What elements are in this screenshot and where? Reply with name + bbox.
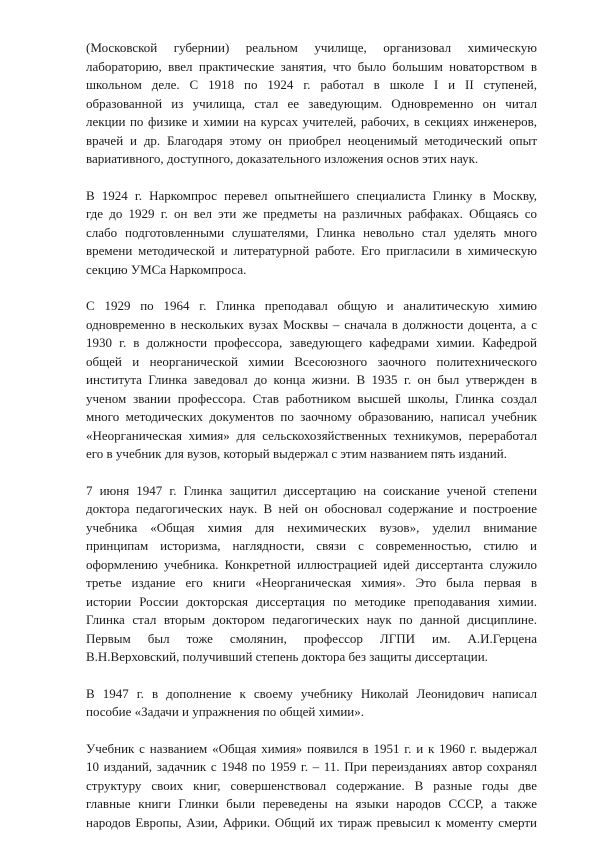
paragraph [86, 187, 537, 280]
text-line: третье издание его книги «Неорганическая химия». Это была первая в [86, 575, 537, 590]
text-line: времени методической и литературной работе. Его пригласили в химическую [86, 243, 537, 258]
paragraph [86, 685, 537, 722]
text-line: истории России докторская диссертация по методике преподавания химии. [86, 593, 537, 609]
text-line: лекции по физике и химии на курсах учителей, рабочих, в секциях инженеров, [86, 114, 537, 129]
text-line: 7 июня 1947 г. Глинка защитил диссертацию на соискание ученой степени [86, 482, 537, 498]
text-line: В.Н.Верховский, получивший степень доктора без защиты диссертации. [86, 649, 488, 664]
paragraph [86, 482, 537, 667]
text-line: пособие «Задачи и упражнения по общей химии». [86, 704, 364, 719]
text-line: Глинка стал вторым доктором педагогических наук по данной дисциплине. [86, 612, 537, 627]
text-line: института Глинка заведовал до конца жизни. В 1935 г. он был утвержден в [86, 372, 537, 387]
text-line: С 1929 по 1964 г. Глинка преподавал общую и аналитическую химию [86, 298, 537, 313]
text-line: учебника «Общая химия для нехимических вузов», уделил внимание [86, 519, 537, 535]
text-line: общей и неорганической химии Всесоюзного заочного политехнического [86, 353, 537, 369]
text-line: его в учебник для вузов, который выдержал с этим названием пять изданий. [86, 446, 507, 461]
text-line: ученом звании профессора. Став работником высшей школы, Глинка создал [86, 390, 537, 406]
paragraph [86, 297, 537, 464]
text-line: В 1924 г. Наркомпрос перевел опытнейшего специалиста Глинку в Москву, [86, 187, 537, 203]
text-line: лабораторию, ввел практические занятия, что было большим новаторством в [86, 58, 537, 74]
text-line: школьном деле. С 1918 по 1924 г. работал в школе I и II ступеней, [86, 77, 537, 92]
text-line: доктора педагогических наук. В ней он обосновал содержание и построение [86, 501, 537, 516]
text-line: главные книги Глинки были переведены на языки народов СССР, а также [86, 796, 537, 811]
text-line: народов Европы, Азии, Африки. Общий их тираж превысил к моменту смерти [86, 814, 537, 830]
text-line: врачей и др. Благодаря этому он приобрел неоценимый методический опыт [86, 132, 537, 148]
document-body [86, 39, 537, 850]
text-line: вариативного, доступного, доказательного изложения основ этих наук. [86, 151, 479, 166]
text-line: слабо подготовленными слушателями, Глинка невольно стал уделять много [86, 224, 537, 240]
text-line: где до 1929 г. он вел эти же предметы на различных рабфаках. Общаясь со [86, 206, 537, 221]
text-line: структуру своих книг, совершенствовал содержание. В разные годы две [86, 777, 537, 793]
paragraph [86, 39, 537, 169]
text-line: 1930 г. в должности профессора, заведующего кафедрами химии. Кафедрой [86, 335, 537, 350]
text-line: одновременно в нескольких вузах Москвы – сначала в должности доцента, а с [86, 316, 537, 332]
text-line: (Московской губернии) реальном училище, организовал химическую [86, 40, 537, 55]
text-line: Первым был тоже смолянин, профессор ЛГПИ им. А.И.Герцена [86, 630, 537, 646]
text-line: Учебник с названием «Общая химия» появился в 1951 г. и к 1960 г. выдержал [86, 740, 537, 756]
paragraph [86, 740, 537, 833]
text-line: оформлению учебника. Конкретной иллюстрацией идей диссертанта служило [86, 556, 537, 572]
text-line: секцию УМСа Наркомпроса. [86, 261, 247, 277]
text-line: «Неорганическая химия» для сельскохозяйственных техникумов, переработал [86, 427, 537, 443]
text-line: 10 изданий, задачник с 1948 по 1959 г. – 11. При переизданиях автор сохранял [86, 759, 537, 774]
text-line: В 1947 г. в дополнение к своему учебнику Николай Леонидович написал [86, 685, 537, 701]
text-line: принципам историзма, наглядности, связи с современностью, стилю и [86, 538, 537, 553]
text-line: много методических документов по заочному образованию, написал учебник [86, 409, 537, 424]
text-line: образованной из училища, стал ее заведующим. Одновременно он читал [86, 95, 537, 111]
